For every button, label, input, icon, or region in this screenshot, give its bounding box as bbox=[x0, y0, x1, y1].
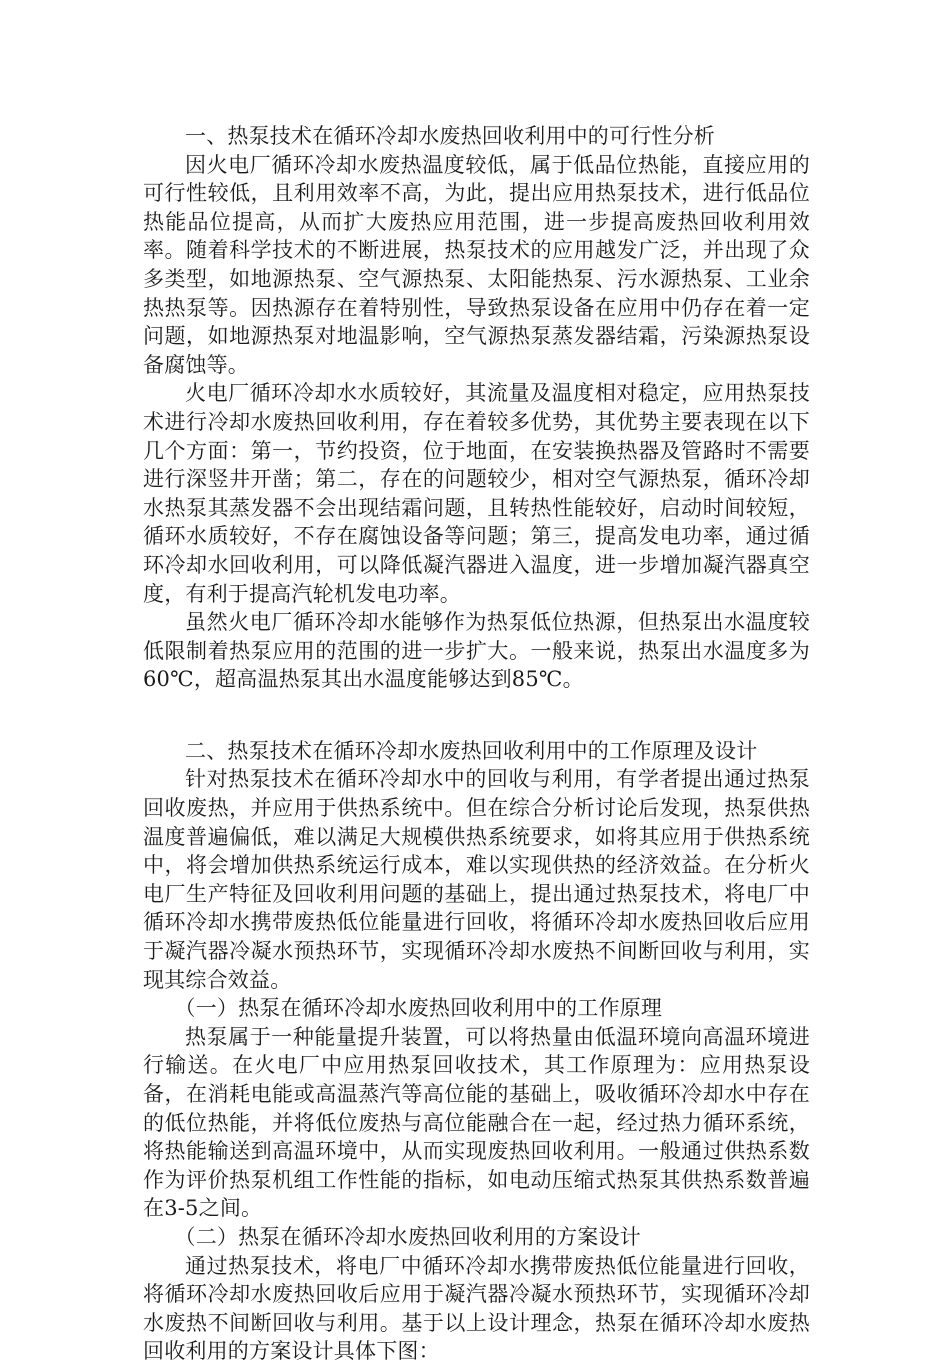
subsection-2-paragraph: 通过热泵技术，将电厂中循环冷却水携带废热低位能量进行回收，将循环冷却水废热回收后应用于凝汽器冷凝水预热环节，实现循环冷却水废热不间断回收与利用。基于以上设计理念，热泵在循环冷却水废热回收利用的方案设计具体下图： bbox=[143, 1253, 810, 1364]
section-1-heading: 一、热泵技术在循环冷却水废热回收利用中的可行性分析 bbox=[185, 124, 715, 148]
section-gap bbox=[143, 694, 810, 737]
section-1-paragraph-1: 因火电厂循环冷却水废热温度较低，属于低品位热能，直接应用的可行性较低，且利用效率不高，为此，提出应用热泵技术，进行低品位热能品位提高，从而扩大废热应用范围，进一步提高废热回收利用效率。随着科学技术的不断进展，热泵技术的应用越发广泛，并出现了众多类型，如地源热泵、空气源热泵、太阳能热泵、污水源热泵、工业余热热泵等。因热源存在着特别性，导致热泵设备在应用中仍存在着一定问题，如地源热泵对地温影响，空气源热泵蒸发器结霜，污染源热泵设备腐蚀等。 bbox=[143, 152, 810, 377]
subsection-1-heading: （一）热泵在循环冷却水废热回收利用中的工作原理 bbox=[174, 996, 663, 1021]
section-2-heading: 二、热泵技术在循环冷却水废热回收利用中的工作原理及设计 bbox=[185, 738, 758, 763]
subsection-2-heading: （二）热泵在循环冷却水废热回收利用的方案设计 bbox=[174, 1224, 641, 1249]
section-2-paragraph-1: 针对热泵技术在循环冷却水中的回收与利用，有学者提出通过热泵回收废热，并应用于供热系统中。但在综合分析讨论后发现，热泵供热温度普遍偏低，难以满足大规模供热系统要求，如将其应用于供热系统中，将会增加供热系统运行成本，难以实现供热的经济效益。在分析火电厂生产特征及回收利用问题的基础上，提出通过热泵技术，将电厂中循环冷却水携带废热低位能量进行回收，将循环冷却水废热回收后应用于凝汽器冷凝水预热环节，实现循环冷却水废热不间断回收与利用，实现其综合效益。 bbox=[143, 767, 810, 992]
subsection-1-paragraph: 热泵属于一种能量提升装置，可以将热量由低温环境向高温环境进行输送。在火电厂中应用热泵回收技术，其工作原理为：应用热泵设备，在消耗电能或高温蒸汽等高位能的基础上，吸收循环冷却水中存在的低位热能，并将低位废热与高位能融合在一起，经过热力循环系统，将热能输送到高温环境中，从而实现废热回收利用。一般通过供热系数作为评价热泵机组工作性能的指标，如电动压缩式热泵其供热系数普遍在3-5之间。 bbox=[143, 1024, 810, 1221]
section-1-paragraph-3: 虽然火电厂循环冷却水能够作为热泵低位热源，但热泵出水温度较低限制着热泵应用的范围的进一步扩大。一般来说，热泵出水温度多为60℃，超高温热泵其出水温度能够达到85℃。 bbox=[143, 610, 810, 692]
document-body bbox=[143, 122, 810, 1366]
section-1-paragraph-2: 火电厂循环冷却水水质较好，其流量及温度相对稳定，应用热泵技术进行冷却水废热回收利用，存在着较多优势，其优势主要表现在以下几个方面：第一，节约投资，位于地面，在安装换热器及管路时不需要进行深竖井开凿；第二，存在的问题较少，相对空气源热泵，循环冷却水热泵其蒸发器不会出现结霜问题，且转热性能较好，启动时间较短，循环水质较好，不存在腐蚀设备等问题；第三，提高发电功率，通过循环冷却水回收利用，可以降低凝汽器进入温度，进一步增加凝汽器真空度，有利于提高汽轮机发电功率。 bbox=[143, 381, 810, 606]
